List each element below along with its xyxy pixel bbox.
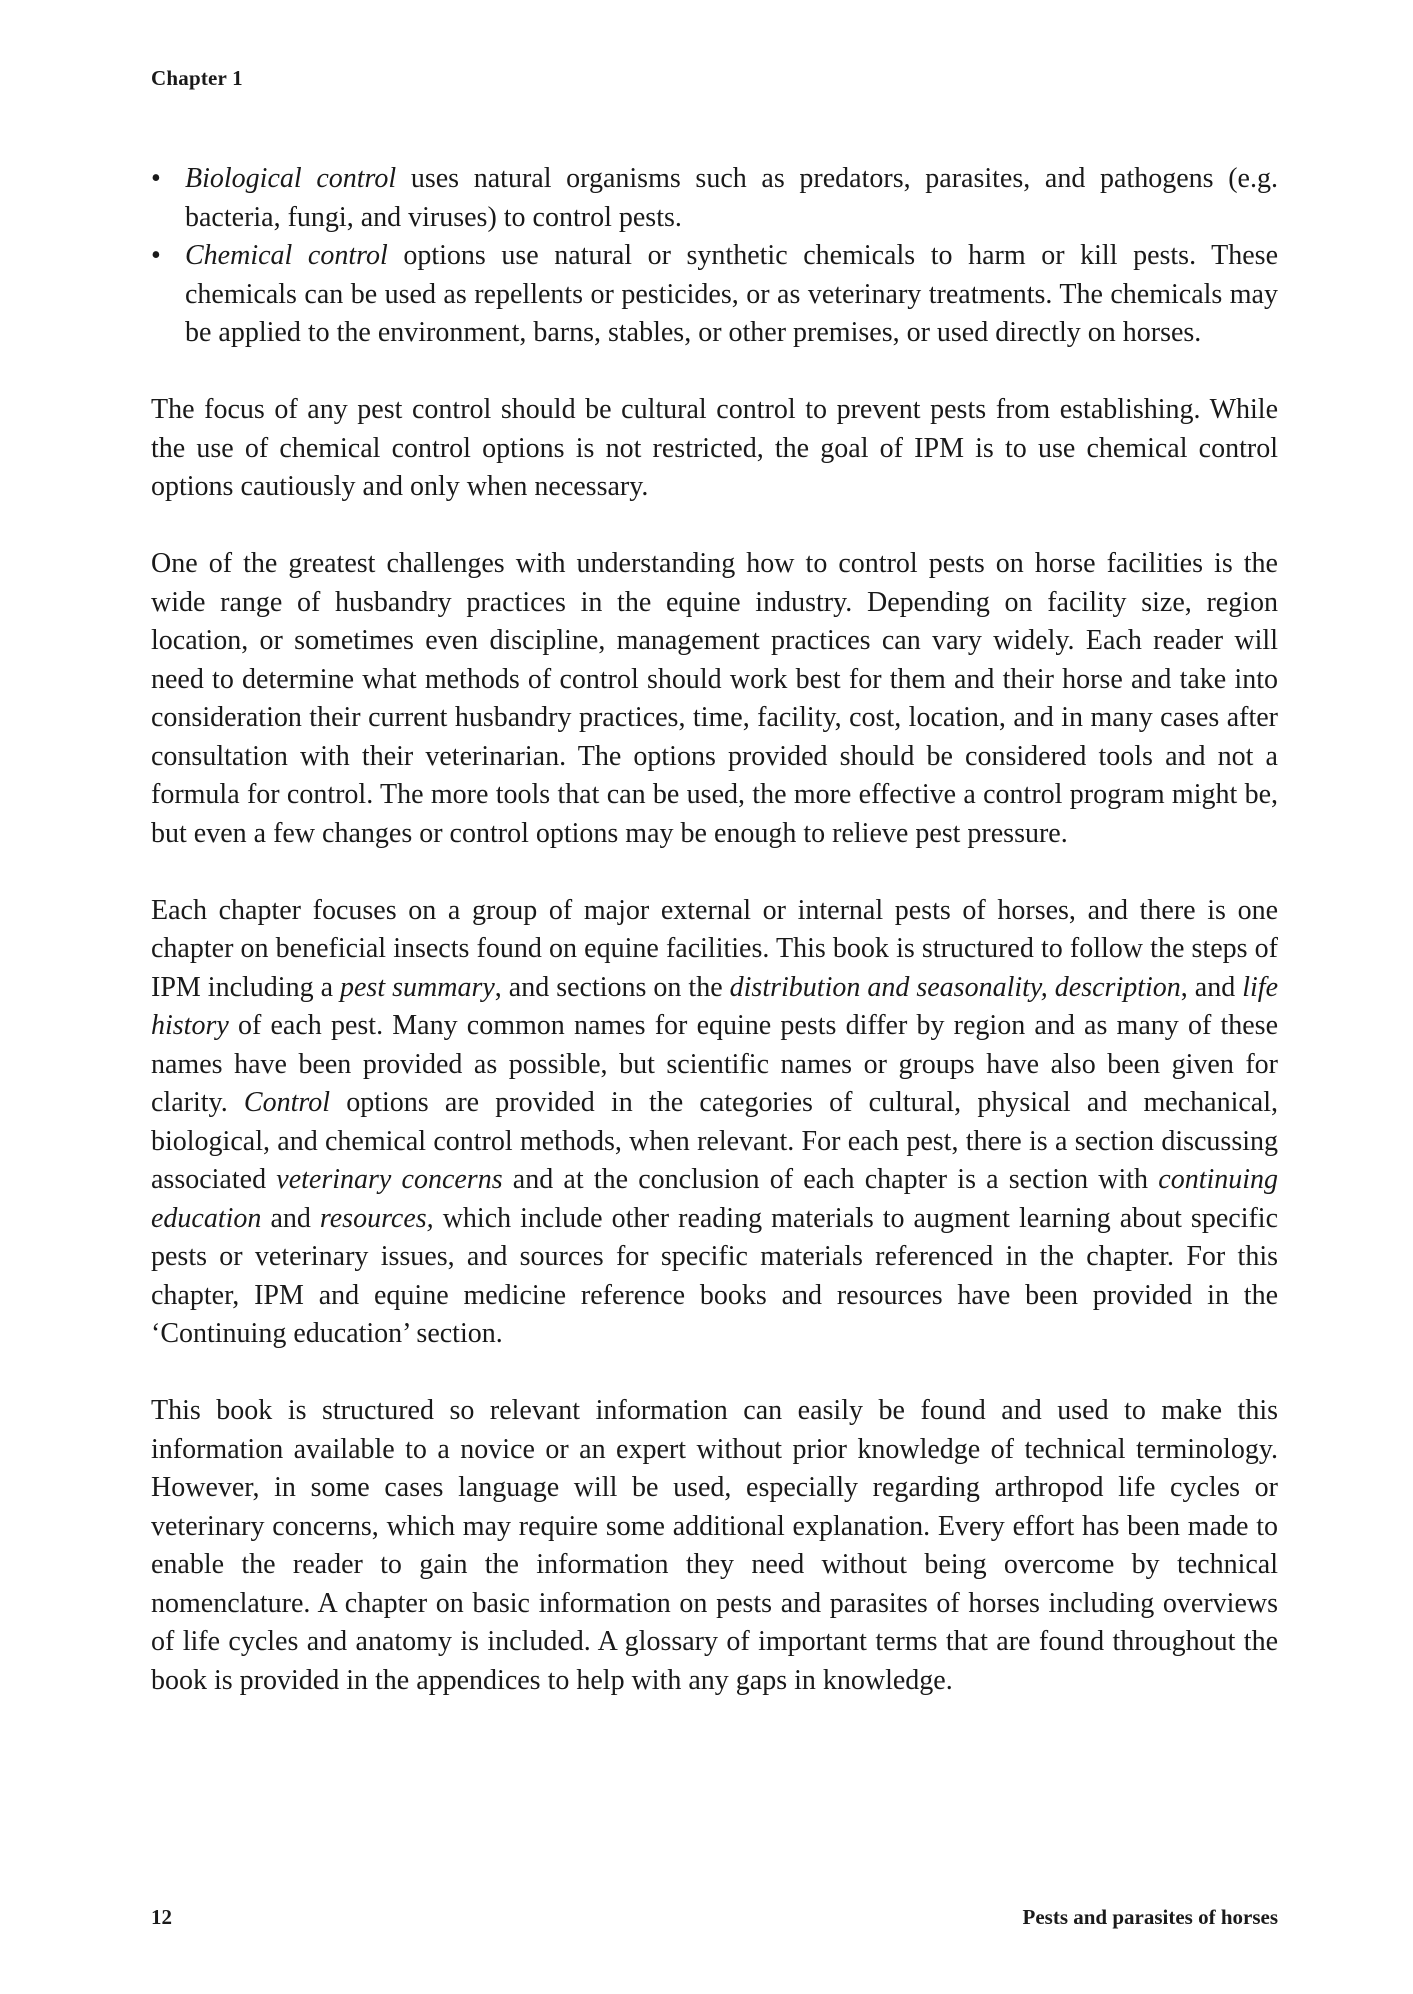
list-item — [151, 160, 1278, 237]
paragraph-chapter-structure — [151, 892, 1278, 1354]
list-item-term: Chemical control — [185, 240, 388, 271]
italic-term: continuing education — [151, 1164, 1279, 1234]
italic-term: Control — [243, 1087, 331, 1118]
list-item-text: options use natural or synthetic chemicals to harm or kill pests. These chemicals can be used as repellents or pesticides, or as veterinary treatments. The chemicals may be applied to the environment, barns, stables, or other premises, or used directly on horses. — [185, 240, 1279, 348]
list-item-term: Biological control — [185, 163, 397, 194]
text-run: Each chapter focuses on a group of major external or internal pests of horses, and there is one chapter on beneficial insects found on equine facilities. This book is structured to follow the steps of IPM including a — [151, 894, 1278, 1003]
text-run: , and sections on the — [494, 971, 730, 1003]
italic-term: veterinary concerns — [276, 1164, 503, 1195]
running-head: Chapter 1 — [151, 66, 243, 90]
text-run: , and — [1180, 971, 1243, 1003]
list-item — [151, 237, 1278, 353]
text-run: which include other reading materials to augment learning about specific pests or veterinary issues, and sources for specific materials referenced in the chapter. For this chapter, IPM and equine medicine reference books and resources have been provided in the ‘Continuing education’ section. — [151, 1202, 1278, 1349]
text-run: and — [261, 1202, 320, 1234]
list-item-text: uses natural organisms such as predators, parasites, and pathogens (e.g. bacteria, fungi, and viruses) to control pests. — [185, 163, 1278, 233]
italic-term: resources, — [319, 1202, 434, 1234]
text-run: and at the conclusion of each chapter is a section with — [502, 1164, 1159, 1195]
page-body — [151, 160, 1278, 1700]
paragraph-book-structure: This book is structured so relevant information can easily be found and used to make this information available to a novice or an expert without prior knowledge of technical terminology. However, in some cases language will be used, especially regarding arthropod life cycles or veterinary concerns, which may require some additional explanation. Every effort has been made to enable the reader to gain the information they need without being overcome by technical nomenclature. A chapter on basic information on pests and parasites of horses including overviews of life cycles and anatomy is included. A glossary of important terms that are found throughout the book is provided in the appendices to help with any gaps in knowledge. — [151, 1395, 1278, 1696]
book-title-footer: Pests and parasites of horses — [1022, 1905, 1278, 1929]
text-run: of each pest. Many common names for equine pests differ by region and as many of these names have been provided as possible, but scientific names or groups have also been given for clarity. — [151, 1010, 1278, 1118]
paragraph-husbandry-challenges: One of the greatest challenges with understanding how to control pests on horse facilities is the wide range of husbandry practices in the equine industry. Depending on facility size, region location, or sometimes even discipline, management practices can vary widely. Each reader will need to determine what methods of control should work best for them and their horse and take into consideration their current husbandry practices, time, facility, cost, location, and in many cases after consultation with their veterinarian. The options provided should be considered tools and not a formula for control. The more tools that can be used, the more effective a control program might be, but even a few changes or control options may be enough to relieve pest pressure. — [151, 548, 1278, 849]
paragraph-pest-control-focus: The focus of any pest control should be cultural control to prevent pests from establishing. While the use of chemical control options is not restricted, the goal of IPM is to use chemical control options cautiously and only when necessary. — [151, 394, 1278, 502]
control-methods-list — [151, 160, 1278, 353]
text-run: options are provided in the categories of cultural, physical and mechanical, biological, and chemical control methods, when relevant. For each pest, there is a section discussing associated — [151, 1087, 1279, 1195]
italic-term: distribution and seasonality, description — [729, 971, 1181, 1003]
italic-term: life history — [151, 971, 1278, 1041]
italic-term: pest summary — [340, 971, 495, 1003]
page-number: 12 — [151, 1905, 172, 1929]
